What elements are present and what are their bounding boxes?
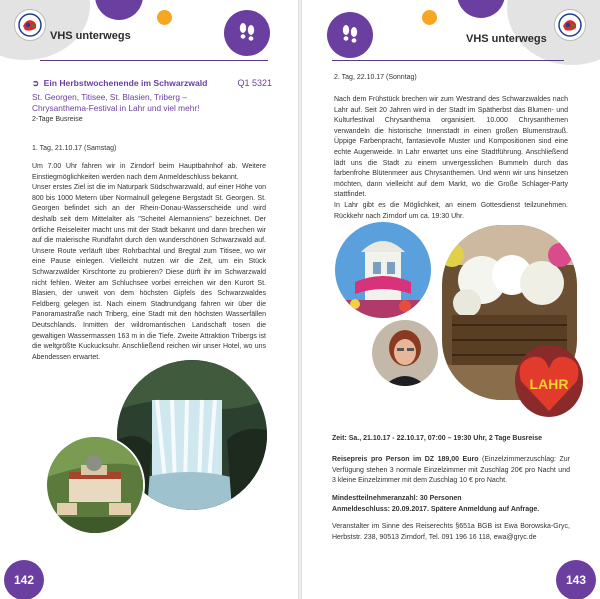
- day2-body: Nach dem Frühstück brechen wir zum Westrand des Schwarzwaldes nach Lahr auf. Seit 20 Jahren wird in der Stadt im Spätherbst das Blumen- und Kulturfestival Chrysanthema organisiert. 10.000 Chrysanthemen verwandeln die historische Innenstadt in einen großen Blumenstrauß. Üppige Farbenpracht, fantasievolle Muster und Kompositionen sind eine echte Augenweide. In Lahr erwartet uns eine Stadtführung. Anschließend lädt uns die Stadt zu einem unvergesslichen Bummeln durch das farbenfrohe Blütenmeer aus Chrysanthemen. Und wenn wir uns hinsetzen möchten, dann vielleicht auf dem Markt, wo die Große Schlager-Party stattfindet. In Lahr gibt es die Möglichkeit, an einem Gottesdienst teilzunehmen. Rückkehr nach Zirndorf um ca. 19:30 Uhr.: [334, 96, 568, 220]
- guide-portrait-photo: [370, 318, 440, 388]
- registration-deadline: Anmeldeschluss: 20.09.2017. Spätere Anmeldung auf Anfrage.: [332, 505, 540, 513]
- vhs-logo-icon: [554, 9, 586, 41]
- section-title: VHS unterwegs: [50, 30, 131, 42]
- purple-circle-decoration: [457, 0, 505, 18]
- price-bold: Reisepreis pro Person im DZ 189,00 Euro: [332, 456, 479, 463]
- event-title-row: [32, 78, 272, 89]
- page-number-badge: 142: [4, 560, 44, 599]
- footprints-icon: [327, 12, 373, 58]
- organizer-note: Veranstalter im Sinne des Reiserechts §651a BGB ist Ewa Borowska-Gryc, Herbststr. 238, 90513 Zirndorf, Tel. 091 196 16 118, ewa@gryc.de: [332, 523, 570, 541]
- min-participants: Mindestteilnehmeranzahl: 30 Personen: [332, 495, 462, 502]
- left-page: [0, 0, 298, 599]
- lahr-flower-heart-photo: [515, 345, 583, 417]
- event-subtitle-2: Chrysanthema-Festival in Lahr und viel mehr!: [32, 103, 200, 113]
- day2-heading: 2. Tag, 22.10.17 (Sonntag): [334, 74, 417, 81]
- price-block: [332, 455, 570, 487]
- event-code: Q1 5321: [237, 78, 272, 88]
- trip-type: 2-Tage Busreise: [32, 116, 83, 123]
- monastery-aerial-photo: [45, 435, 145, 535]
- participants-block: [332, 494, 570, 515]
- price-rest: (Einzelzimmerzuschlag: Zur Verfügung stehen 3 normale Einzelzimmer mit Zuschlag 20€ pro Nacht und 3 kleine Einzelzimmer mit dem Zuschlag 10 € pro Nacht.: [332, 456, 570, 485]
- orange-dot-decoration: [422, 10, 437, 25]
- header-rule: [40, 60, 268, 61]
- section-title: VHS unterwegs: [466, 33, 547, 45]
- lahr-sign-text: LAHR: [529, 376, 569, 392]
- event-subtitle-1: St. Georgen, Titisee, St. Blasien, Triberg –: [32, 92, 187, 102]
- day1-body: Um 7.00 Uhr fahren wir in Zirndorf beim Hauptbahnhof ab. Weitere Einstiegmöglichkeiten werden nach dem Anmeldeschluss bekannt. Unser erstes Ziel ist die im Naturpark Südschwarzwald, auf einer Höhe von 800 bis 1000 Metern über Normalnull gelegene Bergstadt St. Georgen. St. Georgen befindet sich an der Rhein-Donau-Wasserscheide und wird deshalb seit dem Mittelalter als "Scheitel Alemanniens" bezeichnet. Der örtliche Reiseleiter macht uns mit der Stadt bekannt und dann brechen wir auf die malerische Rundfahrt durch den wunderschönen Schwarzwald auf. Unsere Route verläuft über Rohrbachtal und Bregtal zum Titisee, wo wir eine Pause einlegen. Vielleicht nutzen wir die Zeit, um ein Stück Schwarzwälder Kirschtorte zu probieren? Diese dürft ihr im Schwarzwald nicht fehlen. Weiter am Schluchsee vorbei erreichen wir den Kurort St. Blasien, der unweit von dem höchsten Gipfels des Schwarzwaldes Feldberg gelegen ist. Nach einem Stadtrundgang fahren wir über die Panoramastraße nach Triberg, eine Stadt mit den höchsten Wasserfällen Deutschlands. Inmitten der wildromantischen Landschaft tosen die gewaltigen Wassermassen 163 m in die Tiefe. Zweite Attraktion Tribergs ist die weltgrößte Kuckucksuhr. Anschließend reichen wir unser Hotel, wo uns Abendessen erwartet.: [32, 163, 266, 361]
- subtitle-block: [32, 92, 272, 114]
- info-time: Zeit: Sa., 21.10.17 - 22.10.17, 07:00 – 19:30 Uhr, 2 Tage Busreise: [332, 435, 542, 442]
- bullet-arrow-icon: ➲: [32, 78, 40, 88]
- day1-heading: 1. Tag, 21.10.17 (Samstag): [32, 145, 117, 152]
- tower-flowers-photo: [335, 222, 431, 318]
- vhs-logo-icon: [14, 9, 46, 41]
- page-number-badge: 143: [556, 560, 596, 599]
- event-title: Ein Herbstwochenende im Schwarzwald: [43, 78, 208, 88]
- orange-dot-decoration: [157, 10, 172, 25]
- right-page: [302, 0, 600, 599]
- purple-circle-decoration: [95, 0, 143, 20]
- footprints-icon: [224, 10, 270, 56]
- header-rule: [332, 60, 564, 61]
